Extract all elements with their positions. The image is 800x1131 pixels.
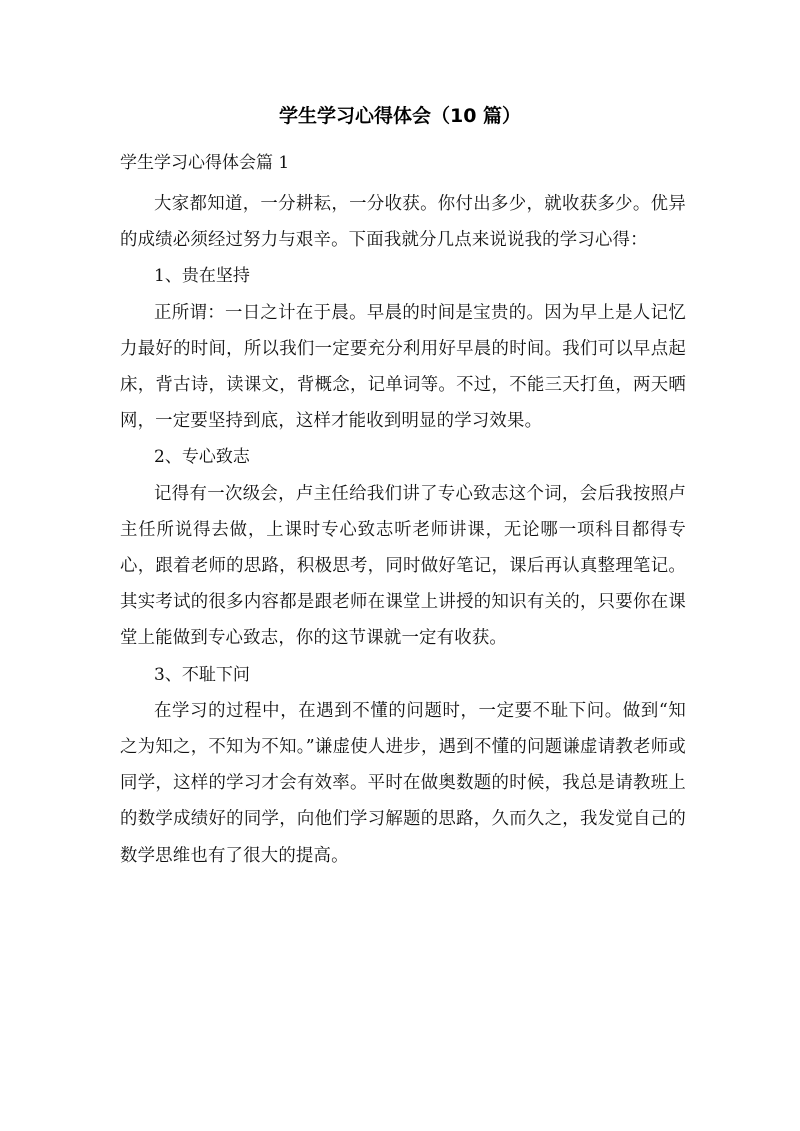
section-heading-ask-questions: 3、不耻下问: [154, 664, 250, 685]
document-title: 学生学习心得体会（10 篇）: [278, 105, 522, 127]
section-heading-concentration: 2、专心致志: [154, 447, 250, 468]
intro-paragraph: 大家都知道，一分耕耘，一分收获。你付出多少，就收获多少。优异的成绩必须经过努力与艰辛。下面我就分几点来说说我的学习心得：: [120, 194, 686, 251]
document-body: [120, 186, 686, 874]
section-text-concentration: 记得有一次级会，卢主任给我们讲了专心致志这个词，会后我按照卢主任所说得去做，上课时专心致志听老师讲课，无论哪一项科目都得专心，跟着老师的思路，积极思考，同时做好笔记，课后再认真整理笔记。其实考试的很多内容都是跟老师在课堂上讲授的知识有关的，只要你在课堂上能做到专心致志，你的这节课就一定有收获。: [120, 483, 686, 649]
section-text-ask-questions: 在学习的过程中，在遇到不懂的问题时，一定要不耻下问。做到“知之为知之，不知为不知。”谦虚使人进步，遇到不懂的问题谦虚请教老师或同学，这样的学习才会有效率。平时在做奥数题的时候，我总是请教班上的数学成绩好的同学，向他们学习解题的思路，久而久之，我发觉自己的数学思维也有了很大的提高。: [120, 700, 686, 866]
document-subtitle: 学生学习心得体会篇 1: [120, 153, 290, 173]
section-text-persistence: 正所谓：一日之计在于晨。早晨的时间是宝贵的。因为早上是人记忆力最好的时间，所以我们一定要充分利用好早晨的时间。我们可以早点起床，背古诗，读课文，背概念，记单词等。不过，不能三天打鱼，两天晒网，一定要坚持到底，这样才能收到明显的学习效果。: [120, 302, 686, 432]
section-heading-persistence: 1、贵在坚持: [154, 266, 250, 287]
